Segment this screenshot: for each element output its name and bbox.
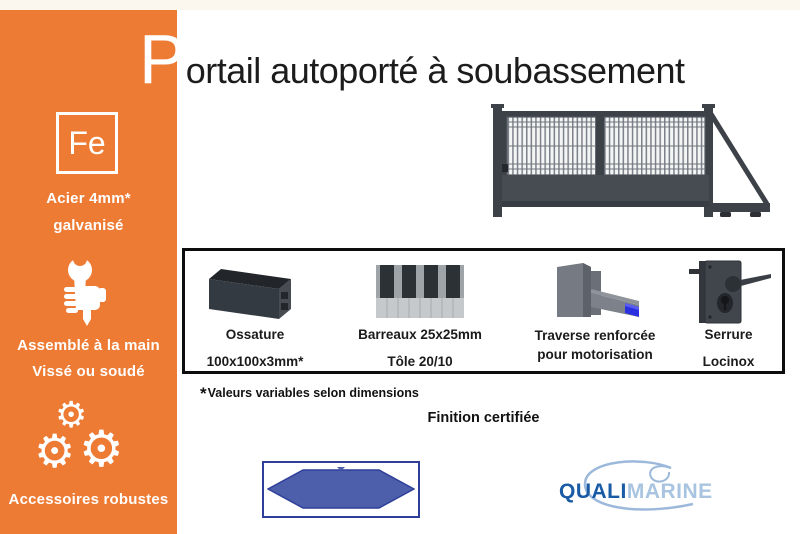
feature-traverse <box>515 251 675 371</box>
feature-barreaux <box>325 251 515 371</box>
gear-right-icon: ⚙ <box>79 420 124 478</box>
accessories-caption: Accessoires robustes <box>8 491 169 508</box>
sliding-gate-illustration <box>480 100 780 225</box>
feature-sublabel: Locinox <box>702 354 755 370</box>
gate-latch <box>502 164 508 172</box>
page-title-text: ortail autoporté à soubassement <box>185 50 685 91</box>
assembly-caption-line1: Assemblé à la main <box>17 337 160 354</box>
gate-base-panel <box>502 175 709 203</box>
feature-sublabel: Tôle 20/10 <box>387 354 453 370</box>
gate-tail-rail <box>710 203 770 212</box>
features-box <box>182 248 785 374</box>
page-title <box>139 20 685 98</box>
locinox-lock-image <box>685 256 773 327</box>
qualimarine-text-bold: QUALI <box>559 480 627 503</box>
fe-symbol: Fe <box>68 124 106 161</box>
bars-and-sheet-image <box>374 256 466 327</box>
gear-small-icon: ⚙ <box>55 395 88 436</box>
iron-element-icon <box>56 112 118 174</box>
feature-label: Barreaux 25x25mm <box>358 327 482 343</box>
qualimarine-text <box>559 480 713 504</box>
wrench-hand-icon <box>50 256 118 330</box>
gear-left-icon: ⚙ <box>34 424 76 478</box>
steel-caption-line2: galvanisé <box>53 217 124 234</box>
qualimarine-logo <box>543 458 729 520</box>
assembly-caption-line2: Vissé ou soudé <box>32 363 145 380</box>
feature-label: Serrure <box>704 327 753 343</box>
qualicoat-logo <box>262 461 420 518</box>
feature-ossature <box>185 251 325 371</box>
top-edge-strip <box>0 0 800 10</box>
qualimarine-text-light: MARINE <box>626 480 713 503</box>
gate-counterbalance-brace <box>711 114 767 204</box>
certified-finish-heading: Finition certifiée <box>427 410 540 426</box>
footnote-asterisk: * <box>200 384 207 403</box>
reinforced-crossbar-image <box>539 256 651 328</box>
feature-sublabel: pour motorisation <box>537 346 653 362</box>
steel-caption-line1: Acier 4mm* <box>46 190 131 207</box>
feature-label: Ossature <box>225 327 285 343</box>
feature-sublabel: 100x100x3mm* <box>206 354 304 370</box>
steel-tube-profile-image <box>199 256 311 327</box>
page-title-dropcap: P <box>139 20 186 98</box>
sliding-gate-drawing <box>480 100 780 225</box>
feature-serrure <box>675 251 782 371</box>
feature-label: Traverse renforcée <box>534 328 656 343</box>
qualicoat-diamond <box>267 466 415 513</box>
footnote <box>200 382 419 402</box>
footnote-text: Valeurs variables selon dimensions <box>207 386 419 400</box>
